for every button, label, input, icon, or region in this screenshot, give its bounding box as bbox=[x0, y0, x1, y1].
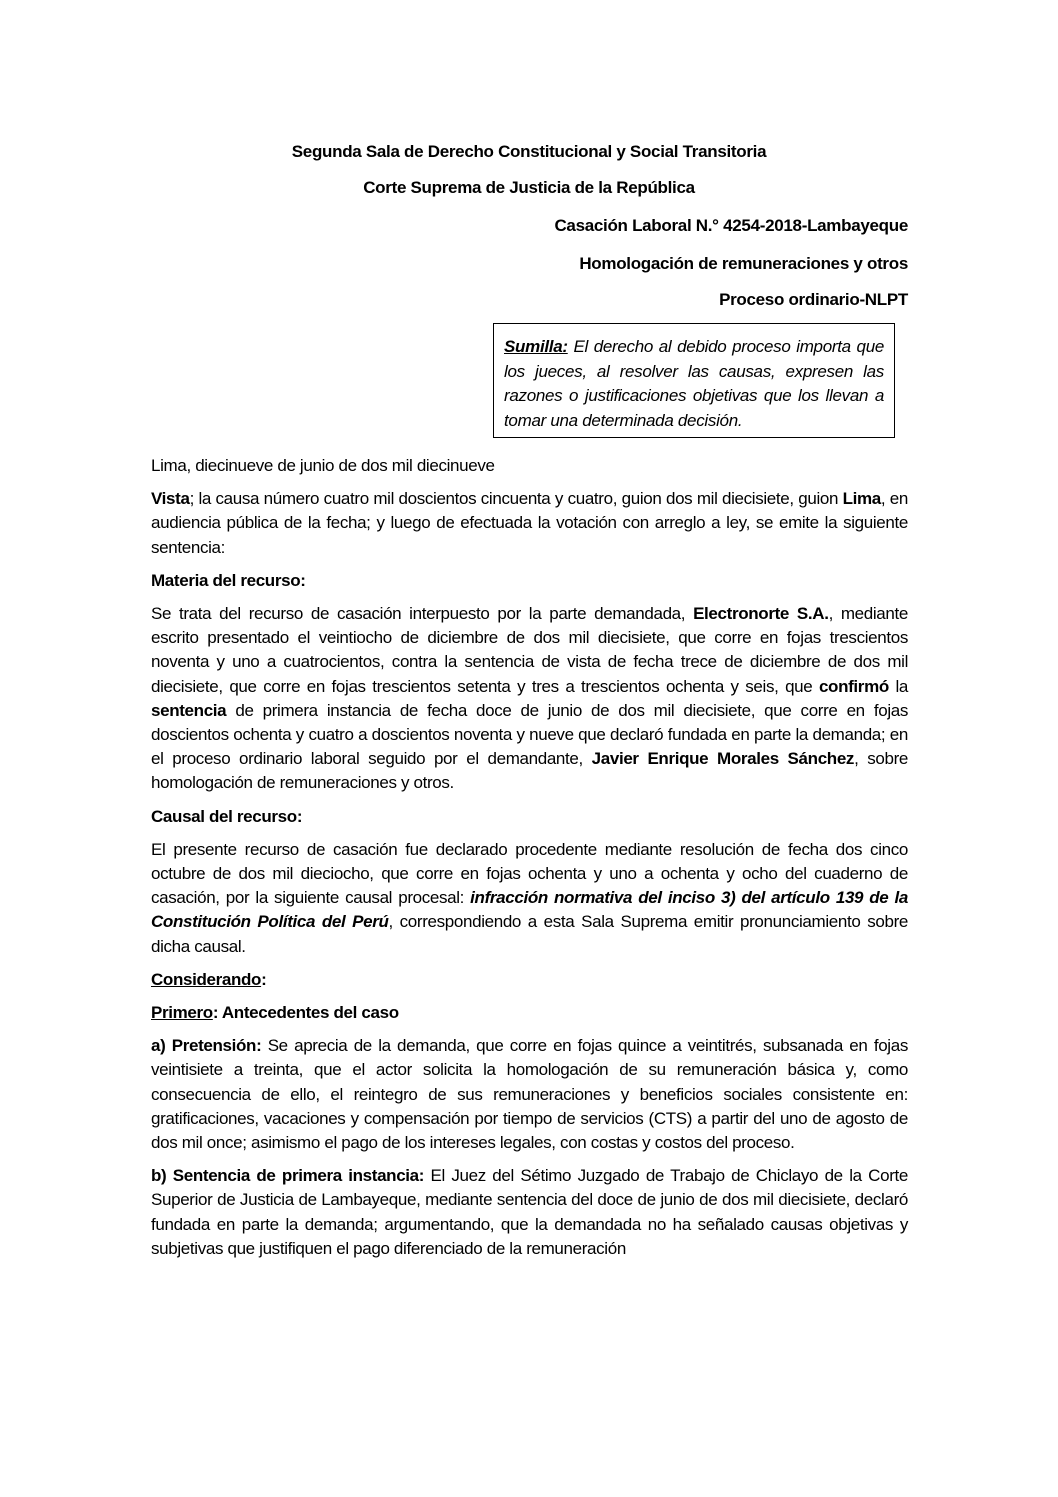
sentencia-primera-text: El Juez del Sétimo Juzgado de Trabajo de Chiclayo de la Corte Superior de Justicia de Lambayeque, mediante sentencia del doce de junio de dos mil diecisiete, declaró fundada en parte la demanda; argumentando, que la demandada no ha señalado causas objetivas y subjetivas que justifiquen el pago diferenciado de la remuneración bbox=[151, 1166, 908, 1258]
materia-heading: Materia del recurso: bbox=[151, 570, 306, 590]
vista-city: Lima bbox=[842, 489, 881, 509]
pretension-text: Se aprecia de la demanda, que corre en fojas quince a veintitrés, subsanada en fojas veintisiete a treinta, que el actor solicita la homologación de su remuneración básica y, como consecuencia de ello, el reintegro de sus remuneraciones y beneficios sociales consistente en: gratificaciones, vacaciones y compensación por tiempo de servicios (CTS) a partir del uno de agosto de dos mil once; asimismo el pago de los intereses legales, con costas y costos del proceso. bbox=[151, 1036, 908, 1153]
case-subject: Homologación de remuneraciones y otros bbox=[579, 254, 908, 273]
causal-text-1: El presente recurso de casación fue declarado procedente mediante resolución de fecha dos cinco octubre de dos mil dieciocho, que corre en fojas ochenta y uno a ochenta y ocho del cuaderno de casación, por la siguiente causal procesal: bbox=[151, 839, 908, 908]
materia-text-1: Se trata del recurso de casación interpuesto por la parte demandada, bbox=[151, 604, 694, 624]
primero-label: Primero bbox=[151, 1003, 213, 1023]
case-process: Proceso ordinario-NLPT bbox=[719, 290, 908, 309]
materia-paragraph bbox=[151, 602, 908, 796]
causal-infraccion: infracción normativa del inciso 3) del artículo 139 de la Constitución Política del Perú bbox=[151, 888, 908, 932]
considerando-colon: : bbox=[261, 969, 267, 989]
materia-sentencia: sentencia bbox=[151, 700, 227, 720]
materia-confirmo: confirmó bbox=[818, 676, 889, 696]
causal-text-2: , correspondiendo a esta Sala Suprema emitir pronunciamiento sobre dicha causal. bbox=[151, 912, 908, 956]
causal-paragraph bbox=[151, 838, 908, 959]
materia-plaintiff: Javier Enrique Morales Sánchez bbox=[591, 749, 855, 769]
sumilla-box bbox=[493, 323, 895, 438]
court-name-title: Corte Suprema de Justicia de la República bbox=[363, 178, 695, 197]
vista-text-1: ; la causa número cuatro mil doscientos cincuenta y cuatro, guion dos mil diecisiete, guion bbox=[189, 489, 843, 509]
causal-heading: Causal del recurso: bbox=[151, 806, 303, 826]
court-chamber-title: Segunda Sala de Derecho Constitucional y Social Transitoria bbox=[291, 142, 767, 161]
vista-text-2: , en audiencia pública de la fecha; y luego de efectuada la votación con arreglo a ley, se emite la siguiente sentencia: bbox=[151, 489, 908, 557]
sentencia-primera-label: b) Sentencia de primera instancia: bbox=[151, 1166, 425, 1186]
sumilla-text: El derecho al debido proceso importa que los jueces, al resolver las causas, expresen las razones o justificaciones objetivas que los llevan a tomar una determinada decisión. bbox=[504, 337, 884, 430]
pretension-label: a) Pretensión: bbox=[151, 1036, 262, 1056]
vista-paragraph bbox=[151, 487, 908, 560]
materia-text-5: , sobre homologación de remuneraciones y otros. bbox=[151, 749, 908, 793]
primero-heading bbox=[151, 1001, 908, 1025]
materia-text-4: de primera instancia de fecha doce de junio de dos mil diecisiete, que corre en fojas doscientos ochenta y cuatro a doscientos noventa y nueve que declaró fundada en parte la demanda; en el proceso ordinario laboral seguido por el demandante, bbox=[151, 700, 908, 769]
vista-label: Vista bbox=[151, 489, 190, 509]
pretension-paragraph bbox=[151, 1034, 908, 1155]
considerando-label: Considerando bbox=[151, 969, 262, 989]
sentencia-primera-paragraph bbox=[151, 1164, 908, 1261]
document-body bbox=[151, 454, 908, 1270]
case-number: Casación Laboral N.° 4254-2018-Lambayeque bbox=[554, 216, 908, 235]
primero-rest: : Antecedentes del caso bbox=[212, 1003, 399, 1023]
sumilla-label: Sumilla: bbox=[504, 337, 568, 356]
considerando-heading bbox=[151, 968, 908, 992]
materia-text-2: , mediante escrito presentado el veintiocho de diciembre de dos mil diecisiete, que corre en fojas trescientos noventa y uno a cuatrocientos, contra la sentencia de vista de fecha trece de diciembre de dos mil diecisiete, que corre en fojas trescientos setenta y tres a trescientos ochenta y seis, que bbox=[151, 604, 908, 696]
materia-company: Electronorte S.A. bbox=[693, 604, 829, 624]
date-line: Lima, diecinueve de junio de dos mil diecinueve bbox=[151, 456, 495, 475]
materia-text-3: la bbox=[888, 676, 908, 696]
